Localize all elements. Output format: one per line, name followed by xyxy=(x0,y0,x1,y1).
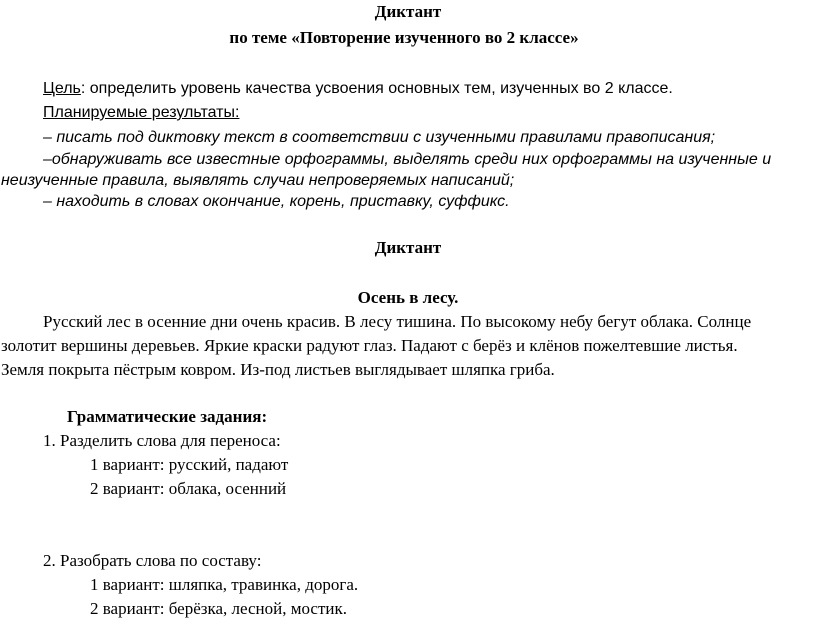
task-1-title: 1. Разделить слова для переноса: xyxy=(43,431,281,450)
dictation-line-2: золотит вершины деревьев. Яркие краски радуют глаз. Падают с берёз и клёнов пожелтевшие листья. xyxy=(1,336,738,355)
task-1-variant-1: 1 вариант: русский, падают xyxy=(90,455,289,474)
dictation-title: Осень в лесу. xyxy=(357,288,459,307)
task-1-variant-2: 2 вариант: облака, осенний xyxy=(90,479,287,498)
task-2-title: 2. Разобрать слова по составу: xyxy=(43,551,262,570)
results-item-1: – писать под диктовку текст в соответствии с изученными правилами правописания; xyxy=(43,129,716,146)
results-item-3: – находить в словах окончание, корень, приставку, суффикс. xyxy=(43,193,510,210)
results-label: Планируемые результаты: xyxy=(43,104,240,121)
dictation-line-1: Русский лес в осенние дни очень красив. В лесу тишина. По высокому небу бегут облака. Солнце xyxy=(43,312,752,331)
document-title: Диктант xyxy=(374,2,442,21)
dictation-heading: Диктант xyxy=(374,238,442,257)
goal-text: : определить уровень качества усвоения основных тем, изученных во 2 классе. xyxy=(80,80,673,97)
goal-label: Цель xyxy=(43,80,81,97)
goal-line xyxy=(43,79,673,99)
results-item-2-continued: неизученные правила, выявлять случаи непроверяемых написаний; xyxy=(1,172,515,189)
results-item-2: –обнаруживать все известные орфограммы, выделять среди них орфограммы на изученные и xyxy=(43,151,772,168)
task-2-variant-2: 2 вариант: берёзка, лесной, мостик. xyxy=(90,599,347,618)
task-2-variant-1: 1 вариант: шляпка, травинка, дорога. xyxy=(90,575,359,594)
dictation-line-3: Земля покрыта пёстрым ковром. Из-под листьев выглядывает шляпка гриба. xyxy=(1,360,555,379)
document-subtitle: по теме «Повторение изученного во 2 классе» xyxy=(229,28,579,47)
tasks-heading: Грамматические задания: xyxy=(67,407,268,426)
